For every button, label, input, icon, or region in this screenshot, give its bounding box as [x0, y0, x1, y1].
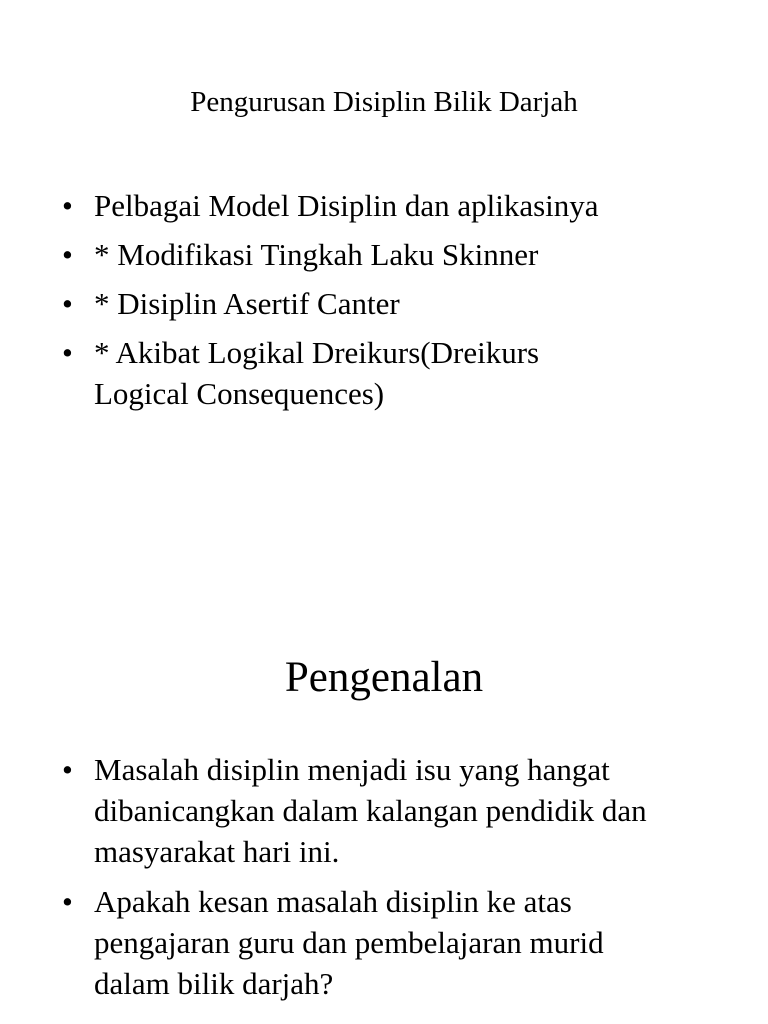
bullet-item	[60, 234, 740, 275]
bullet-marker: •	[62, 884, 73, 919]
slide-2	[0, 512, 768, 1024]
bullet-item	[60, 332, 740, 414]
bullet-item	[60, 749, 740, 872]
bullet-marker: •	[62, 286, 73, 321]
slide-2-title: Pengenalan	[284, 654, 484, 701]
bullet-text: * Akibat Logikal Dreikurs(Dreikurs Logical Consequences)	[94, 335, 540, 411]
bullet-text: * Disiplin Asertif Canter	[94, 286, 400, 321]
bullet-marker: •	[62, 335, 73, 370]
bullet-marker: •	[62, 237, 73, 272]
slide-1-bullet-list	[60, 185, 740, 422]
bullet-item	[60, 881, 740, 1004]
bullet-marker: •	[62, 188, 73, 223]
bullet-text: Masalah disiplin menjadi isu yang hangat dibanicangkan dalam kalangan pendidik dan masyarakat hari ini.	[94, 752, 647, 869]
bullet-marker: •	[62, 752, 73, 787]
slide-2-bullet-list	[60, 749, 740, 1013]
bullet-text: Apakah kesan masalah disiplin ke atas pengajaran guru dan pembelajaran murid dalam bilik darjah?	[94, 884, 604, 1001]
bullet-item	[60, 283, 740, 324]
bullet-text: Pelbagai Model Disiplin dan aplikasinya	[94, 188, 599, 223]
bullet-text: * Modifikasi Tingkah Laku Skinner	[94, 237, 539, 272]
slide-1-title: Pengurusan Disiplin Bilik Darjah	[190, 86, 578, 118]
bullet-item	[60, 185, 740, 226]
